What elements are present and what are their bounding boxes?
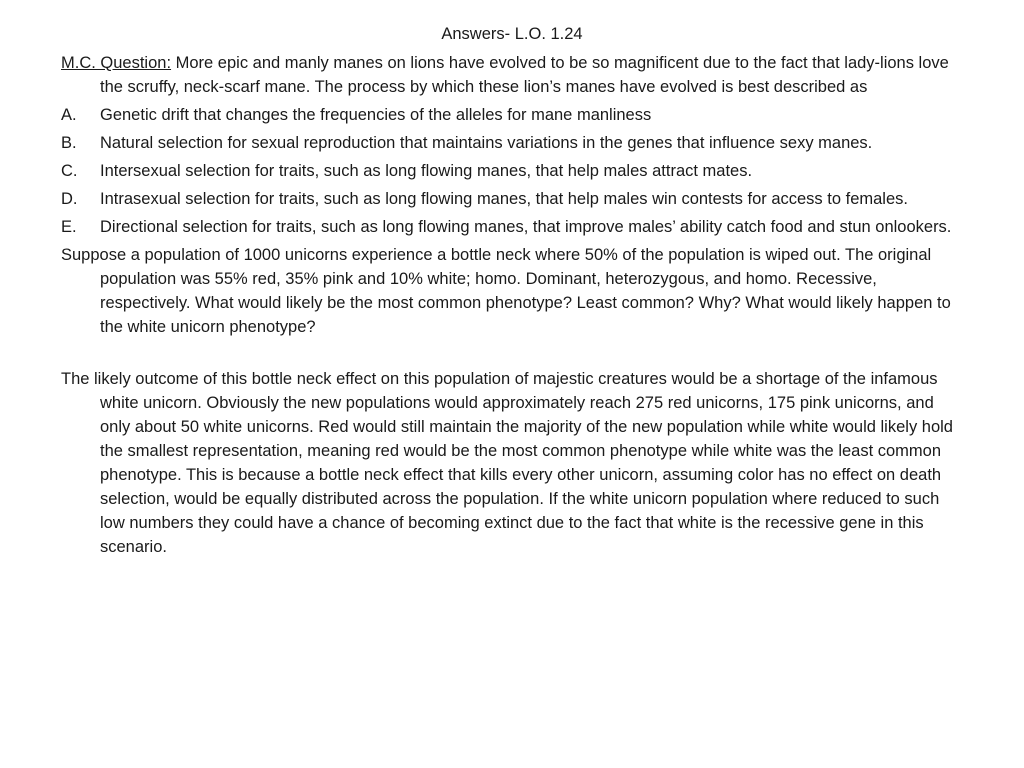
mc-question	[61, 51, 966, 99]
option-letter: C.	[61, 162, 78, 180]
answer-2: The likely outcome of this bottle neck effect on this population of majestic creatures would be a shortage of the infamous white unicorn. Obviously the new populations would approximately reach 275 red unicorns, 175 pink unicorns, and only about 50 white unicorns. Red would still maintain the majority of the new population while white would likely hold the smallest representation, meaning red would be the most common phenotype while white was the least common phenotype. This is because a bottle neck effect that kills every other unicorn, assuming color has no effect on death selection, would be equally distributed across the population. If the white unicorn population where reduced to such low numbers they could have a chance of becoming extinct due to the fact that white is the recessive gene in this scenario.	[61, 370, 953, 556]
option-letter: A.	[61, 106, 77, 124]
option-c	[61, 159, 966, 183]
option-text: Intrasexual selection for traits, such as long flowing manes, that help males win contests for access to females.	[100, 190, 908, 208]
option-letter: D.	[61, 190, 78, 208]
option-d	[61, 187, 966, 211]
slide-body	[61, 51, 966, 563]
mc-question-text: More epic and manly manes on lions have evolved to be so magnificent due to the fact that lady-lions love the scruffy, neck-scarf mane. The process by which these lion’s manes have evolved is best described as	[100, 54, 949, 96]
question-2: Suppose a population of 1000 unicorns experience a bottle neck where 50% of the population is wiped out. The original population was 55% red, 35% pink and 10% white; homo. Dominant, heterozygous, and homo. Recessive, respectively. What would likely be the most common phenotype? Least common? Why? What would likely happen to the white unicorn phenotype?	[61, 246, 951, 336]
option-text: Directional selection for traits, such as long flowing manes, that improve males’ ability catch food and stun onlookers.	[100, 218, 952, 236]
option-a	[61, 103, 966, 127]
option-text: Natural selection for sexual reproduction that maintains variations in the genes that influence sexy manes.	[100, 134, 873, 152]
option-b	[61, 131, 966, 155]
mc-question-label: M.C. Question:	[61, 54, 172, 72]
option-text: Genetic drift that changes the frequencies of the alleles for mane manliness	[100, 106, 652, 124]
option-e	[61, 215, 966, 239]
option-text: Intersexual selection for traits, such as long flowing manes, that help males attract mates.	[100, 162, 753, 180]
page-title: Answers- L.O. 1.24	[441, 25, 583, 43]
option-letter: B.	[61, 134, 77, 152]
option-letter: E.	[61, 218, 77, 236]
